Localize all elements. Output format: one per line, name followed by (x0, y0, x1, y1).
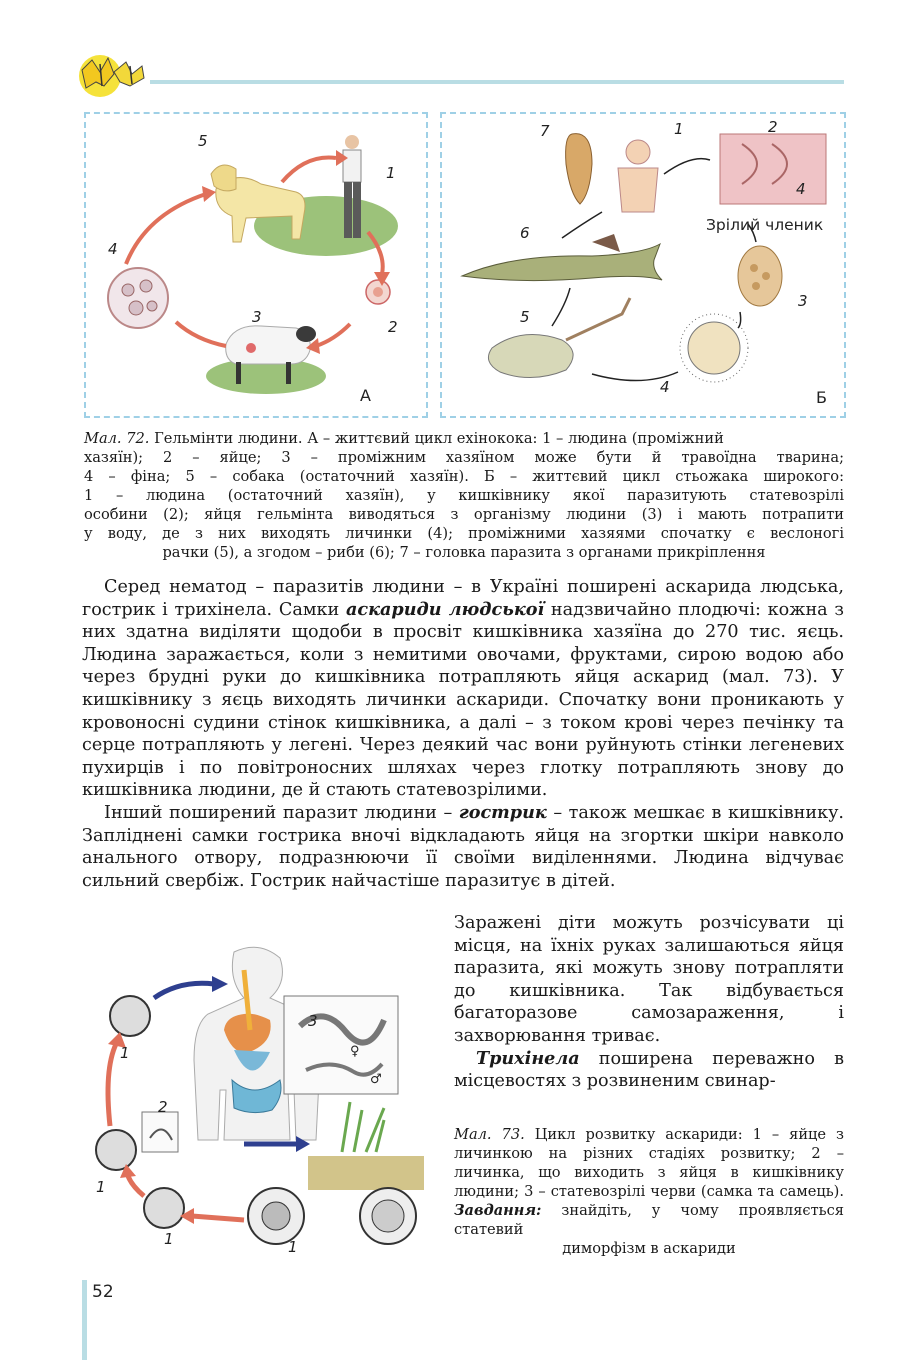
page-number: 52 (92, 1282, 114, 1302)
tapeworm-cycle-illustration (442, 114, 844, 416)
figure72-panel-a (84, 112, 428, 418)
footer-rule (82, 1280, 87, 1360)
term-trichinella: Трихінела (476, 1047, 580, 1069)
paragraph-pinworm-continued: Заражені діти можуть розчісувати ці місця, на їхніх руках залишаються яйця паразита, які можуть знову потрапляти до кишківника. Так відбувається багаторазове самозараження, і захворювання триває. (454, 913, 844, 1046)
fig73-label-1-left: 1 (96, 1178, 106, 1196)
echinococcus-cycle-illustration (86, 114, 426, 416)
header-rule (150, 80, 844, 84)
figure72-caption-line5: особини (2); яйця гельмінта виводяться з організму людини (3) і мають потрапити (84, 506, 844, 523)
paragraph-trichinella: Трихінела поширена переважно в місцевостях з розвиненим свинар- (454, 1047, 844, 1092)
fig72b-corner-label: Б (816, 388, 827, 407)
figure72-caption-line3: 4 – фіна; 5 – собака (остаточний хазяїн). Б – життєвий цикл стьожака широкого: (84, 468, 844, 485)
fig73-label-3: 3 (308, 1012, 318, 1030)
figure73-illustration (84, 940, 444, 1260)
figure73-caption-last: диморфізм в аскариди (562, 1240, 736, 1257)
figure73-caption-tag: Мал. 73. (454, 1126, 525, 1143)
figure72-caption-line1: Гельмінти людини. А – життєвий цикл ехінокока: 1 – людина (проміжний (149, 430, 724, 447)
fig73-label-1-center: 1 (288, 1238, 298, 1256)
figure72-panel-b (440, 112, 846, 418)
figure73-task-label: Завдання: (454, 1202, 542, 1219)
fig72b-label-5: 5 (520, 308, 530, 326)
fig72a-label-4: 4 (108, 240, 118, 258)
ascarid-cycle-illustration (84, 940, 444, 1260)
term-pinworm: гострик (458, 801, 547, 823)
fig73-male-symbol: ♂ (370, 1072, 382, 1087)
figure73-caption-body: Мал. 73. Цикл розвитку аскариди: 1 – яйце з личинкою на різних стадіях розвитку; 2 – личинка, що виходить з яйця в кишківнику людини; 3 – статевозрілі черви (самка та самець). Завдання: знайдіть, у чому проявляється статевий (454, 1126, 844, 1238)
fig73-label-1-top: 1 (120, 1044, 130, 1062)
figure72-caption-line2: хазяїн); 2 – яйце; 3 – проміжним хазяїном може бути й травоїдна тварина; (84, 449, 844, 466)
figure72-caption-line4: 1 – людина (остаточний хазяїн), у кишківнику якої паразитують статевозрілі (84, 487, 844, 504)
fig73-label-2: 2 (158, 1098, 168, 1116)
fig72b-label-6: 6 (520, 224, 530, 242)
fig72a-label-5: 5 (198, 132, 208, 150)
fig72b-label-4: 4 (660, 378, 670, 396)
fig72a-label-1: 1 (386, 164, 396, 182)
fig72b-label-3: 3 (798, 292, 808, 310)
figure72-caption-line7: рачки (5), а згодом – риби (6); 7 – головка паразита з органами прикріплення (162, 544, 766, 561)
figure72-caption (84, 429, 844, 562)
fig72b-segment-label: Зрілий членик (706, 216, 824, 234)
body-text-right-column (454, 912, 844, 1093)
fig72a-label-2: 2 (388, 318, 398, 336)
figure72-caption-tag: Мал. 72. (84, 430, 150, 447)
fig72b-label-7: 7 (540, 122, 550, 140)
fig72b-label-4-top: 4 (796, 180, 806, 198)
term-ascarid: аскариди людської (346, 598, 545, 620)
fig73-label-1-bottom: 1 (164, 1230, 174, 1248)
fig73-female-symbol: ♀ (350, 1044, 360, 1059)
body-text-full-width (82, 576, 844, 892)
figure73-caption (454, 1125, 844, 1258)
paragraph-ascarid: Серед нематод – паразитів людини – в Україні поширені аскарида людська, гострик і трихінела. Самки аскариди людської надзвичайно плодючі: кожна з них здатна виділяти щодоби в просвіт кишківника хазяїна до 270 тис. яєць. Людина заражається, коли з немитими овочами, фруктами, сирою водою або через брудні руки до кишківника потрапляють яйця аскарид (мал. 73). У кишківнику з яєць виходять личинки аскариди. Спочатку вони проникають у кровоносні судини стінок кишківника, а далі – з током крові через печінку та серце потрапляють у легені. Через деякий час вони руйнують стінки легеневих пухирців і по повітроносних шляхах через глотку потрапляють знову до кишківника людини, де й стають статевозрілими. (82, 577, 844, 801)
fig72a-corner-label: А (360, 386, 371, 405)
figure72-caption-line6: у воду, де з них виходять личинки (4); проміжними хазяями спочатку є веслоногі (84, 525, 844, 542)
fig72a-label-3: 3 (252, 308, 262, 326)
paragraph-pinworm: Інший поширений паразит людини – гострик – також мешкає в кишківнику. Запліднені самки гострика вночі відкладають яйця на згортки шкіри навколо анального отвору, подразнюючи її своїми виділеннями. Людина відчуває сильний свербіж. Гострик найчастіше паразитує в дітей. (82, 801, 845, 891)
fig72b-label-1: 1 (674, 120, 684, 138)
butterfly-logo-icon (70, 52, 148, 98)
fig72b-label-2: 2 (768, 118, 778, 136)
